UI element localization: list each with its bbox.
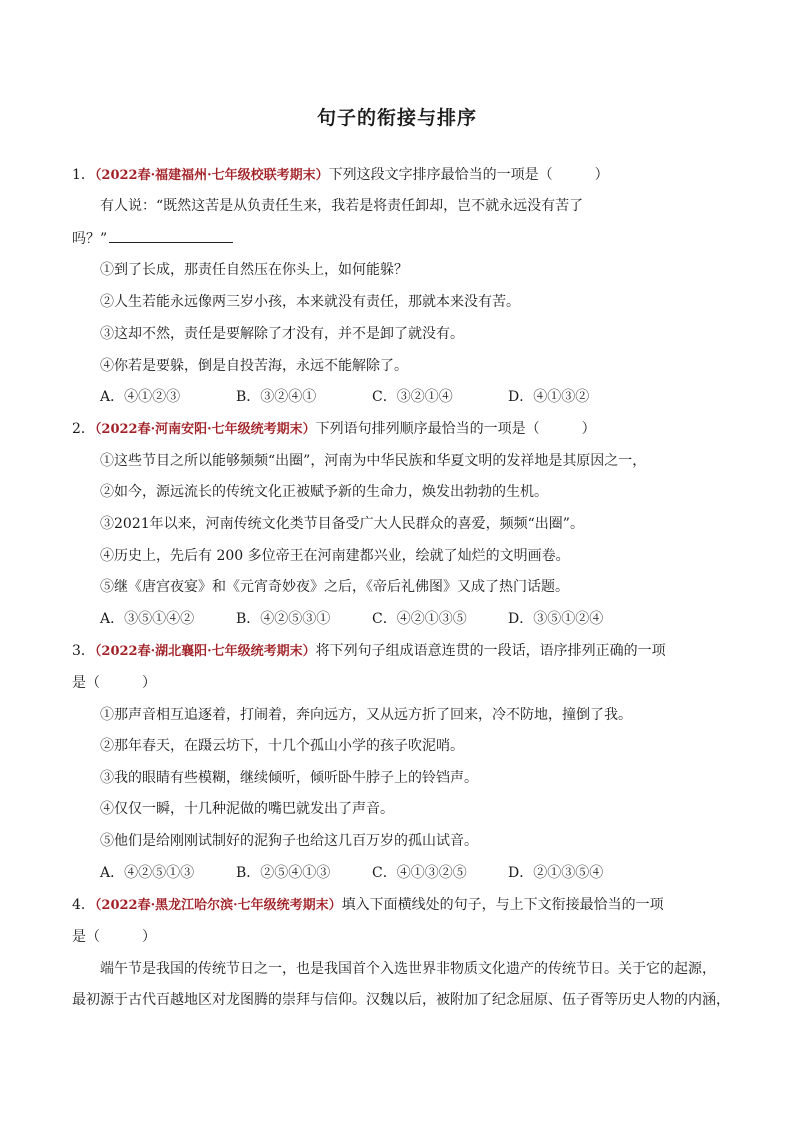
question-source: （2022春·福建福州·七年级校联考期末） — [94, 168, 329, 183]
option-b[interactable]: B．②⑤④①③ — [236, 865, 331, 881]
question-1-stem — [72, 165, 732, 186]
question-1-options — [100, 387, 760, 407]
question-source: （2022春·黑龙江哈尔滨·七年级统考期末） — [94, 898, 342, 913]
option-a[interactable]: A．④①②③ — [100, 389, 181, 405]
option-a[interactable]: A．③⑤①④② — [100, 611, 195, 627]
option-b[interactable]: B．③②④① — [236, 389, 317, 405]
question-4-passage: 端午节是我国的传统节日之一，也是我国首个入选世界非物质文化遗产的传统节日。关于它的起源， — [100, 961, 716, 977]
option-c[interactable]: C．④①③②⑤ — [372, 865, 467, 881]
question-3-stem-cont: 是（ ） — [72, 675, 156, 691]
question-stem: 填入下面横线处的句子，与上下文衔接最恰当的一项 — [341, 897, 664, 913]
question-4-passage-cont: 最初源于古代百越地区对龙图腾的崇拜与信仰。汉魏以后，被附加了纪念屈原、伍子胥等历史人物的内涵， — [72, 992, 730, 1008]
question-4-stem-cont: 是（ ） — [72, 929, 156, 945]
question-source: （2022春·河南安阳·七年级统考期末） — [94, 422, 316, 437]
question-source: （2022春·湖北襄阳·七年级统考期末） — [94, 644, 316, 659]
option-c[interactable]: C．③②①④ — [372, 389, 453, 405]
option-d[interactable]: D．④①③② — [508, 389, 590, 405]
question-number: 4． — [72, 897, 95, 913]
question-2-options — [100, 609, 760, 629]
question-2-item: ③2021年以来，河南传统文化类节目备受广大人民群众的喜爱，频频“出圈”。 — [100, 516, 584, 532]
option-a[interactable]: A．④②⑤①③ — [100, 865, 195, 881]
question-3-stem — [72, 641, 732, 662]
question-stem: 下列语句排列顺序最恰当的一项是（ ） — [315, 421, 596, 437]
question-1-item: ②人生若能永远像两三岁小孩，本来就没有责任，那就本来没有苦。 — [100, 294, 520, 310]
question-2-item: ⑤继《唐宫夜宴》和《元宵奇妙夜》之后，《帝后礼佛图》又成了热门话题。 — [100, 579, 569, 595]
question-4-stem — [72, 895, 732, 916]
intro-continuation: 吗？” — [72, 231, 108, 247]
question-3-item: ⑤他们是给刚刚试制好的泥狗子也给这几百万岁的孤山试音。 — [100, 833, 478, 849]
question-stem: 将下列句子组成语意连贯的一段话，语序排列正确的一项 — [315, 643, 666, 659]
question-3-item: ②那年春天，在蹑云坊下，十几个孤山小学的孩子吹泥哨。 — [100, 738, 464, 754]
question-2-item: ④历史上，先后有 200 多位帝王在河南建都兴业，绘就了灿烂的文明画卷。 — [100, 548, 570, 564]
question-number: 1． — [72, 167, 95, 183]
option-b[interactable]: B．④②⑤③① — [236, 611, 331, 627]
option-d[interactable]: D．③⑤①②④ — [508, 611, 604, 627]
option-d[interactable]: D．②①③⑤④ — [508, 865, 604, 881]
question-number: 3． — [72, 643, 95, 659]
answer-blank[interactable] — [109, 228, 233, 243]
question-1-item: ④你若是要躲，倒是自投苦海，永远不能解除了。 — [100, 358, 408, 374]
page-title: 句子的衔接与排序 — [316, 107, 477, 129]
question-2-item: ②如今，源远流长的传统文化正被赋予新的生命力，焕发出勃勃的生机。 — [100, 484, 548, 500]
question-3-item: ③我的眼睛有些模糊，继续倾听，倾听卧牛脖子上的铃铛声。 — [100, 770, 478, 786]
question-1-intro-cont — [72, 228, 732, 249]
question-1-item: ①到了长成，那责任自然压在你头上，如何能躲？ — [100, 262, 408, 278]
question-3-item: ④仅仅一瞬，十几种泥做的嘴巴就发出了声音。 — [100, 801, 394, 817]
option-c[interactable]: C．④②①③⑤ — [372, 611, 467, 627]
question-1-item: ③这却不然，责任是要解除了才没有，并不是卸了就没有。 — [100, 326, 464, 342]
question-3-item: ①那声音相互追逐着，打闹着，奔向远方，又从远方折了回来，冷不防地，撞倒了我。 — [100, 707, 632, 723]
question-1-intro: 有人说：“既然这苦是从负责任生来，我若是将责任卸却，岂不就永远没有苦了 — [100, 198, 584, 214]
question-2-item: ①这些节目之所以能够频频“出圈”，河南为中华民族和华夏文明的发祥地是其原因之一， — [100, 453, 647, 469]
question-stem: 下列这段文字排序最恰当的一项是（ ） — [328, 167, 609, 183]
question-2-stem — [72, 419, 732, 440]
question-3-options — [100, 863, 760, 883]
question-number: 2． — [72, 421, 95, 437]
